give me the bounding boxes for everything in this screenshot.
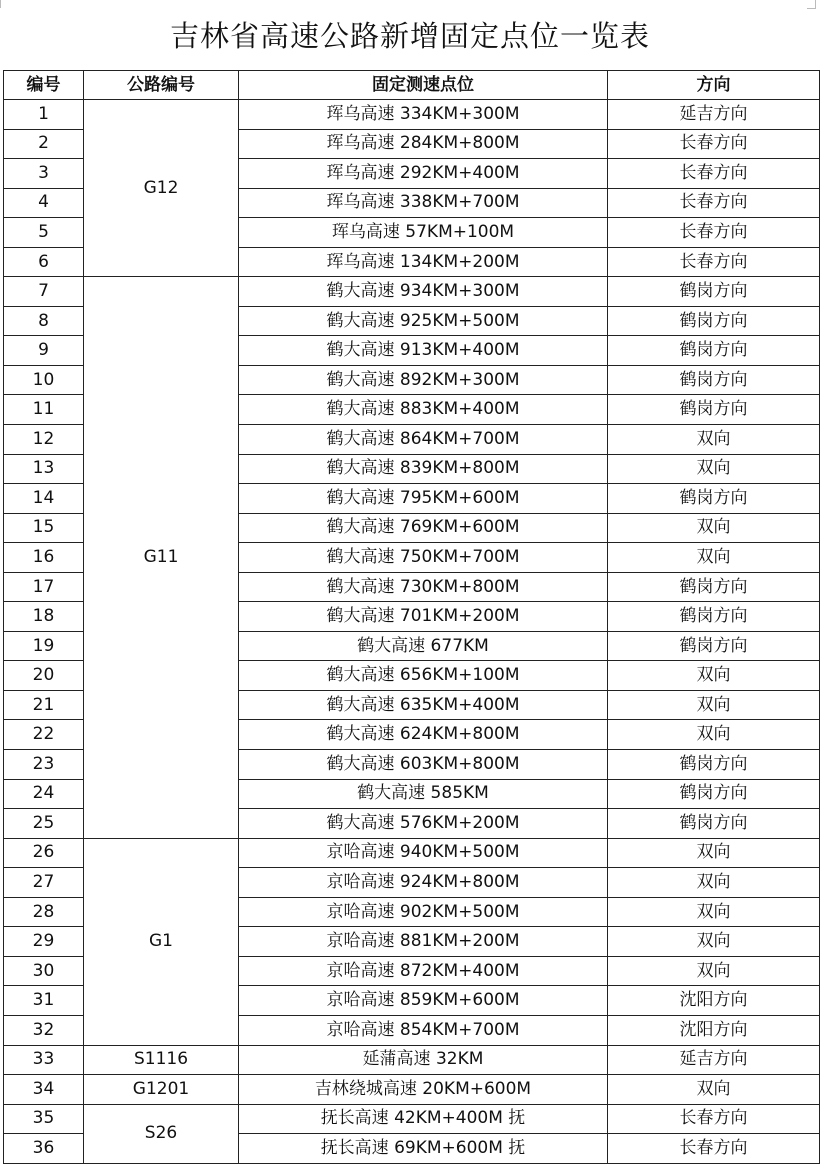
location-cell: 鹤大高速 677KM	[239, 631, 608, 661]
row-number-cell: 14	[4, 484, 84, 514]
location-cell: 京哈高速 872KM+400M	[239, 956, 608, 986]
road-code-cell: G12	[84, 100, 239, 277]
row-number-cell: 28	[4, 897, 84, 927]
location-cell: 京哈高速 854KM+700M	[239, 1015, 608, 1045]
direction-cell: 双向	[608, 543, 820, 573]
direction-cell: 长春方向	[608, 159, 820, 189]
direction-cell: 长春方向	[608, 247, 820, 277]
direction-cell: 鹤岗方向	[608, 336, 820, 366]
direction-cell: 延吉方向	[608, 100, 820, 130]
table-header-row	[4, 71, 820, 100]
location-cell: 鹤大高速 576KM+200M	[239, 809, 608, 839]
row-number-cell: 2	[4, 129, 84, 159]
row-number-cell: 30	[4, 956, 84, 986]
location-cell: 鹤大高速 750KM+700M	[239, 543, 608, 573]
table-row	[4, 1045, 820, 1075]
location-cell: 鹤大高速 603KM+800M	[239, 750, 608, 780]
location-cell: 京哈高速 940KM+500M	[239, 838, 608, 868]
row-number-cell: 31	[4, 986, 84, 1016]
row-number-cell: 22	[4, 720, 84, 750]
row-number-cell: 3	[4, 159, 84, 189]
location-cell: 珲乌高速 284KM+800M	[239, 129, 608, 159]
location-cell: 抚长高速 42KM+400M 抚	[239, 1104, 608, 1134]
direction-cell: 双向	[608, 425, 820, 455]
row-number-cell: 16	[4, 543, 84, 573]
row-number-cell: 33	[4, 1045, 84, 1075]
row-number-cell: 13	[4, 454, 84, 484]
direction-cell: 长春方向	[608, 218, 820, 248]
speed-camera-table	[3, 70, 820, 1164]
direction-cell: 延吉方向	[608, 1045, 820, 1075]
location-cell: 珲乌高速 57KM+100M	[239, 218, 608, 248]
direction-cell: 双向	[608, 513, 820, 543]
location-cell: 鹤大高速 934KM+300M	[239, 277, 608, 307]
row-number-cell: 23	[4, 750, 84, 780]
row-number-cell: 34	[4, 1075, 84, 1105]
location-cell: 鹤大高速 585KM	[239, 779, 608, 809]
direction-cell: 鹤岗方向	[608, 631, 820, 661]
location-cell: 京哈高速 881KM+200M	[239, 927, 608, 957]
location-cell: 延蒲高速 32KM	[239, 1045, 608, 1075]
direction-cell: 鹤岗方向	[608, 572, 820, 602]
row-number-cell: 6	[4, 247, 84, 277]
table-row	[4, 1075, 820, 1105]
table-row	[4, 100, 820, 130]
direction-cell: 双向	[608, 1075, 820, 1105]
row-number-cell: 12	[4, 425, 84, 455]
direction-cell: 沈阳方向	[608, 1015, 820, 1045]
table-body	[4, 100, 820, 1164]
direction-cell: 长春方向	[608, 1134, 820, 1164]
header-number: 编号	[4, 71, 84, 100]
row-number-cell: 36	[4, 1134, 84, 1164]
row-number-cell: 25	[4, 809, 84, 839]
direction-cell: 鹤岗方向	[608, 277, 820, 307]
location-cell: 珲乌高速 334KM+300M	[239, 100, 608, 130]
location-cell: 鹤大高速 730KM+800M	[239, 572, 608, 602]
direction-cell: 鹤岗方向	[608, 779, 820, 809]
row-number-cell: 1	[4, 100, 84, 130]
location-cell: 鹤大高速 913KM+400M	[239, 336, 608, 366]
direction-cell: 鹤岗方向	[608, 395, 820, 425]
direction-cell: 双向	[608, 454, 820, 484]
direction-cell: 双向	[608, 838, 820, 868]
direction-cell: 鹤岗方向	[608, 306, 820, 336]
row-number-cell: 18	[4, 602, 84, 632]
row-number-cell: 32	[4, 1015, 84, 1045]
location-cell: 吉林绕城高速 20KM+600M	[239, 1075, 608, 1105]
road-code-cell: S1116	[84, 1045, 239, 1075]
location-cell: 鹤大高速 624KM+800M	[239, 720, 608, 750]
direction-cell: 长春方向	[608, 188, 820, 218]
direction-cell: 长春方向	[608, 1104, 820, 1134]
location-cell: 鹤大高速 635KM+400M	[239, 690, 608, 720]
header-direction: 方向	[608, 71, 820, 100]
road-code-cell: G1201	[84, 1075, 239, 1105]
row-number-cell: 11	[4, 395, 84, 425]
location-cell: 鹤大高速 892KM+300M	[239, 365, 608, 395]
header-location: 固定测速点位	[239, 71, 608, 100]
direction-cell: 鹤岗方向	[608, 484, 820, 514]
direction-cell: 双向	[608, 897, 820, 927]
direction-cell: 鹤岗方向	[608, 750, 820, 780]
location-cell: 鹤大高速 883KM+400M	[239, 395, 608, 425]
row-number-cell: 29	[4, 927, 84, 957]
direction-cell: 双向	[608, 720, 820, 750]
location-cell: 京哈高速 924KM+800M	[239, 868, 608, 898]
direction-cell: 鹤岗方向	[608, 809, 820, 839]
direction-cell: 双向	[608, 868, 820, 898]
direction-cell: 双向	[608, 690, 820, 720]
road-code-cell: G11	[84, 277, 239, 838]
page-corner-mark	[0, 0, 9, 8]
row-number-cell: 9	[4, 336, 84, 366]
row-number-cell: 17	[4, 572, 84, 602]
table-row	[4, 838, 820, 868]
row-number-cell: 10	[4, 365, 84, 395]
page-corner-mark	[807, 0, 816, 9]
header-road-code: 公路编号	[84, 71, 239, 100]
row-number-cell: 15	[4, 513, 84, 543]
row-number-cell: 20	[4, 661, 84, 691]
location-cell: 鹤大高速 864KM+700M	[239, 425, 608, 455]
location-cell: 珲乌高速 134KM+200M	[239, 247, 608, 277]
direction-cell: 双向	[608, 661, 820, 691]
direction-cell: 沈阳方向	[608, 986, 820, 1016]
direction-cell: 长春方向	[608, 129, 820, 159]
road-code-cell: S26	[84, 1104, 239, 1163]
location-cell: 鹤大高速 925KM+500M	[239, 306, 608, 336]
location-cell: 抚长高速 69KM+600M 抚	[239, 1134, 608, 1164]
row-number-cell: 24	[4, 779, 84, 809]
table-row	[4, 1104, 820, 1134]
row-number-cell: 19	[4, 631, 84, 661]
row-number-cell: 7	[4, 277, 84, 307]
location-cell: 珲乌高速 292KM+400M	[239, 159, 608, 189]
location-cell: 京哈高速 902KM+500M	[239, 897, 608, 927]
location-cell: 珲乌高速 338KM+700M	[239, 188, 608, 218]
direction-cell: 双向	[608, 956, 820, 986]
location-cell: 鹤大高速 795KM+600M	[239, 484, 608, 514]
road-code-cell: G1	[84, 838, 239, 1045]
location-cell: 鹤大高速 769KM+600M	[239, 513, 608, 543]
row-number-cell: 8	[4, 306, 84, 336]
row-number-cell: 27	[4, 868, 84, 898]
location-cell: 鹤大高速 701KM+200M	[239, 602, 608, 632]
row-number-cell: 26	[4, 838, 84, 868]
direction-cell: 双向	[608, 927, 820, 957]
row-number-cell: 5	[4, 218, 84, 248]
direction-cell: 鹤岗方向	[608, 602, 820, 632]
row-number-cell: 21	[4, 690, 84, 720]
direction-cell: 鹤岗方向	[608, 365, 820, 395]
page-title: 吉林省高速公路新增固定点位一览表	[169, 19, 650, 53]
location-cell: 鹤大高速 839KM+800M	[239, 454, 608, 484]
row-number-cell: 35	[4, 1104, 84, 1134]
location-cell: 鹤大高速 656KM+100M	[239, 661, 608, 691]
row-number-cell: 4	[4, 188, 84, 218]
table-row	[4, 277, 820, 307]
location-cell: 京哈高速 859KM+600M	[239, 986, 608, 1016]
